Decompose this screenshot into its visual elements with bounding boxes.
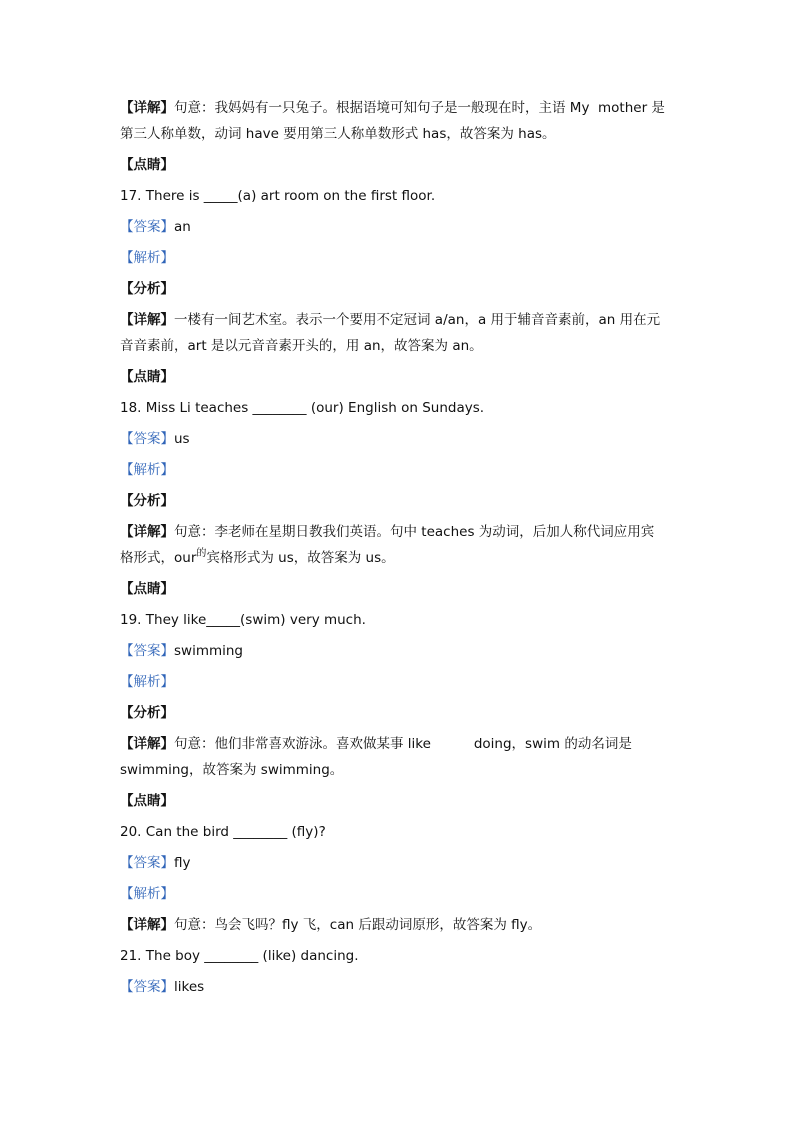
text-line (120, 853, 680, 873)
superscript-text: 的 (196, 548, 207, 559)
section-tag: 【答案】 (120, 855, 174, 871)
text-line (120, 977, 680, 997)
text-line (120, 186, 680, 206)
section-tag: 【答案】 (120, 979, 174, 995)
text-line (120, 946, 680, 966)
text-line (120, 791, 680, 811)
text-line (120, 248, 680, 268)
section-tag: 【详解】 (120, 100, 174, 116)
line-text: 19. They like_____(swim) very much. (120, 612, 366, 628)
line-text: 17. There is _____(a) art room on the first floor. (120, 188, 436, 204)
line-text: an (174, 219, 191, 235)
text-line (120, 279, 680, 299)
line-text: 句意：他们非常喜欢游泳。喜欢做某事 like doing，swim 的动名词是 (174, 736, 632, 752)
section-tag: 【解析】 (120, 250, 174, 266)
document-page (120, 98, 680, 1008)
line-text: swimming (174, 643, 244, 659)
section-tag: 【解析】 (120, 886, 174, 902)
text-line (120, 579, 680, 599)
line-text-continued: 宾格形式为 us，故答案为 us。 (206, 550, 395, 566)
text-line (120, 217, 680, 237)
text-line (120, 884, 680, 904)
line-text: us (174, 431, 190, 447)
section-tag: 【详解】 (120, 524, 174, 540)
text-line (120, 336, 680, 356)
section-tag: 【详解】 (120, 736, 174, 752)
line-text: 音音素前，art 是以元音音素开头的，用 an，故答案为 an。 (120, 338, 483, 354)
text-line (120, 522, 680, 542)
section-tag: 【分析】 (120, 281, 174, 297)
line-text: 21. The boy ________ (like) dancing. (120, 948, 359, 964)
section-tag: 【点睛】 (120, 157, 174, 173)
text-line (120, 760, 680, 780)
text-line (120, 641, 680, 661)
text-line (120, 398, 680, 418)
section-tag: 【解析】 (120, 674, 174, 690)
text-line (120, 460, 680, 480)
line-text: 第三人称单数，动词 have 要用第三人称单数形式 has，故答案为 has。 (120, 126, 556, 142)
line-text: 句意：我妈妈有一只兔子。根据语境可知句子是一般现在时，主语 My mother 是 (174, 100, 665, 116)
section-tag: 【点睛】 (120, 581, 174, 597)
line-text: 格形式，our (120, 550, 197, 566)
section-tag: 【解析】 (120, 462, 174, 478)
text-line (120, 734, 680, 754)
text-line (120, 548, 680, 568)
text-line (120, 429, 680, 449)
line-text: 20. Can the bird ________ (fly)? (120, 824, 326, 840)
text-line (120, 310, 680, 330)
line-text: swimming，故答案为 swimming。 (120, 762, 344, 778)
section-tag: 【点睛】 (120, 369, 174, 385)
line-text: likes (174, 979, 205, 995)
line-text: fly (174, 855, 191, 871)
section-tag: 【答案】 (120, 643, 174, 659)
text-line (120, 915, 680, 935)
text-line (120, 610, 680, 630)
text-line (120, 155, 680, 175)
section-tag: 【点睛】 (120, 793, 174, 809)
text-line (120, 491, 680, 511)
line-text: 句意：李老师在星期日教我们英语。句中 teaches 为动词，后加人称代词应用宾 (174, 524, 655, 540)
line-text: 一楼有一间艺术室。表示一个要用不定冠词 a/an，a 用于辅音音素前，an 用在元 (174, 312, 661, 328)
section-tag: 【分析】 (120, 493, 174, 509)
text-line (120, 703, 680, 723)
section-tag: 【答案】 (120, 431, 174, 447)
text-line (120, 124, 680, 144)
line-text: 18. Miss Li teaches ________ (our) English on Sundays. (120, 400, 485, 416)
section-tag: 【详解】 (120, 917, 174, 933)
text-line (120, 672, 680, 692)
section-tag: 【详解】 (120, 312, 174, 328)
section-tag: 【分析】 (120, 705, 174, 721)
line-text: 句意：鸟会飞吗？fly 飞，can 后跟动词原形，故答案为 fly。 (174, 917, 542, 933)
text-line (120, 367, 680, 387)
section-tag: 【答案】 (120, 219, 174, 235)
text-line (120, 98, 680, 118)
text-line (120, 822, 680, 842)
